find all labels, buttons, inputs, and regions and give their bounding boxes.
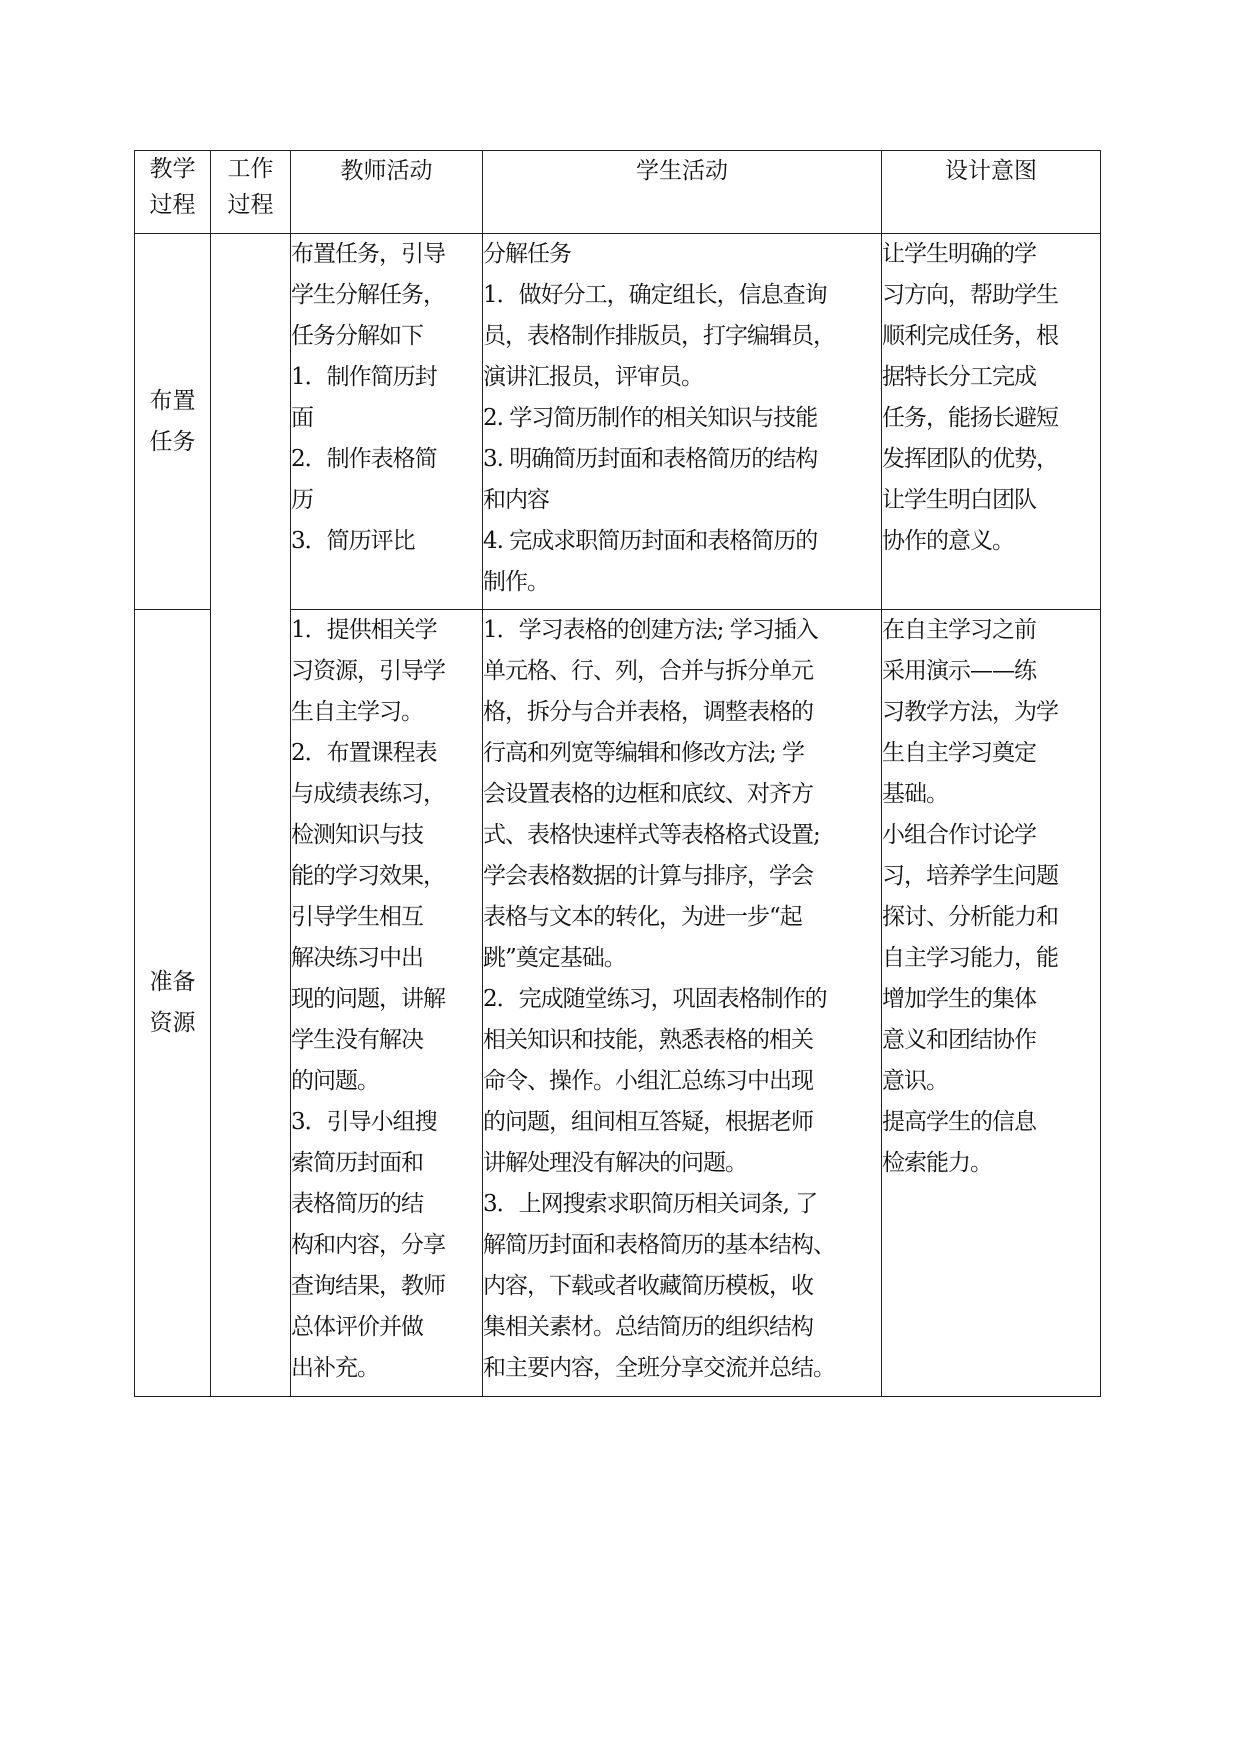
cell-text-line: 索简历封面和 bbox=[291, 1150, 423, 1176]
cell-text-line: 3. 明确简历封面和表格简历的结构 bbox=[483, 446, 818, 472]
cell-text-line: 行高和列宽等编辑和修改方法; 学 bbox=[483, 740, 805, 766]
work-process-cell bbox=[211, 234, 291, 1397]
cell-text-line: 相关知识和技能，熟悉表格的相关 bbox=[483, 1027, 813, 1053]
cell-text-line: 面 bbox=[291, 405, 313, 431]
cell-text-line: 分解任务 bbox=[483, 241, 571, 267]
cell-text-line: 意识。 bbox=[882, 1068, 948, 1094]
cell-text-line: 跳”奠定基础。 bbox=[483, 945, 626, 971]
cell-text-line: 2．布置课程表 bbox=[291, 740, 437, 766]
header-text: 过程 bbox=[227, 192, 274, 218]
cell-text-line: 让学生明确的学 bbox=[882, 241, 1036, 267]
header-student-activity: 学生活动 bbox=[483, 151, 882, 234]
cell-text-line: 员，表格制作排版员，打字编辑员， bbox=[483, 323, 835, 349]
cell-text-line: 构和内容，分享 bbox=[291, 1232, 445, 1258]
design-intent-cell bbox=[882, 234, 1101, 610]
cell-text-line: 引导学生相互 bbox=[291, 904, 423, 930]
process-cell bbox=[135, 610, 211, 1397]
cell-text-line: 1．做好分工，确定组长，信息查询 bbox=[483, 282, 827, 308]
header-row bbox=[135, 151, 1101, 234]
design-intent-cell bbox=[882, 610, 1101, 1397]
teacher-activity-cell bbox=[291, 610, 483, 1397]
cell-text-line: 习，培养学生问题 bbox=[882, 863, 1058, 889]
cell-text-line: 出补充。 bbox=[291, 1355, 379, 1381]
cell-text-line: 发挥团队的优势， bbox=[882, 446, 1058, 472]
cell-text-line: 4. 完成求职简历封面和表格简历的 bbox=[483, 528, 818, 554]
lesson-plan-table bbox=[134, 150, 1101, 1397]
process-text: 准备 bbox=[149, 969, 196, 995]
cell-text-line: 能的学习效果， bbox=[291, 863, 445, 889]
cell-text-line: 探讨、分析能力和 bbox=[882, 904, 1058, 930]
student-activity-cell bbox=[483, 234, 882, 610]
student-activity-cell bbox=[483, 610, 882, 1397]
cell-text-line: 协作的意义。 bbox=[882, 528, 1014, 554]
cell-text-line: 和主要内容，全班分享交流并总结。 bbox=[483, 1355, 835, 1381]
cell-text-line: 命令、操作。小组汇总练习中出现 bbox=[483, 1068, 813, 1094]
cell-text-line: 检测知识与技 bbox=[291, 822, 423, 848]
cell-text-line: 现的问题，讲解 bbox=[291, 986, 445, 1012]
cell-text-line: 生自主学习奠定 bbox=[882, 740, 1036, 766]
cell-text-line: 3．引导小组搜 bbox=[291, 1109, 437, 1135]
cell-text-line: 和内容 bbox=[483, 487, 549, 513]
cell-text-line: 解简历封面和表格简历的基本结构、 bbox=[483, 1232, 835, 1258]
cell-text-line: 生自主学习。 bbox=[291, 699, 423, 725]
cell-text-line: 据特长分工完成 bbox=[882, 364, 1036, 390]
cell-text-line: 总体评价并做 bbox=[291, 1314, 423, 1340]
header-text: 工作 bbox=[227, 156, 274, 182]
cell-text-line: 2．完成随堂练习，巩固表格制作的 bbox=[483, 986, 827, 1012]
cell-text-line: 制作。 bbox=[483, 569, 549, 595]
cell-text-line: 学生分解任务， bbox=[291, 282, 445, 308]
cell-text-line: 习资源，引导学 bbox=[291, 658, 445, 684]
header-teaching-process bbox=[135, 151, 211, 234]
header-text: 过程 bbox=[149, 192, 196, 218]
cell-text-line: 让学生明白团队 bbox=[882, 487, 1036, 513]
cell-text-line: 解决练习中出 bbox=[291, 945, 423, 971]
cell-text-line: 任务，能扬长避短 bbox=[882, 405, 1058, 431]
cell-text-line: 的问题。 bbox=[291, 1068, 379, 1094]
cell-text-line: 演讲汇报员，评审员。 bbox=[483, 364, 703, 390]
cell-text-line: 3．简历评比 bbox=[291, 528, 415, 554]
cell-text-line: 顺利完成任务，根 bbox=[882, 323, 1058, 349]
process-text: 布置 bbox=[149, 387, 196, 414]
cell-text-line: 表格与文本的转化，为进一步“起 bbox=[483, 904, 802, 930]
cell-text-line: 1．提供相关学 bbox=[291, 617, 437, 643]
cell-text-line: 检索能力。 bbox=[882, 1150, 992, 1176]
cell-text-line: 单元格、行、列，合并与拆分单元 bbox=[483, 658, 813, 684]
cell-text-line: 任务分解如下 bbox=[291, 323, 423, 349]
table-row bbox=[135, 234, 1101, 610]
cell-text-line: 习教学方法，为学 bbox=[882, 699, 1058, 725]
header-text: 教学 bbox=[149, 156, 196, 182]
teacher-activity-cell bbox=[291, 234, 483, 610]
cell-text-line: 1．制作简历封 bbox=[291, 364, 437, 390]
cell-text-line: 的问题，组间相互答疑，根据老师 bbox=[483, 1109, 813, 1135]
cell-text-line: 意义和团结协作 bbox=[882, 1027, 1036, 1053]
cell-text-line: 查询结果，教师 bbox=[291, 1273, 445, 1299]
cell-text-line: 小组合作讨论学 bbox=[882, 822, 1036, 848]
cell-text-line: 与成绩表练习， bbox=[291, 781, 445, 807]
process-text: 任务 bbox=[149, 428, 196, 455]
cell-text-line: 历 bbox=[291, 487, 313, 513]
cell-text-line: 会设置表格的边框和底纹、对齐方 bbox=[483, 781, 813, 807]
cell-text-line: 在自主学习之前 bbox=[882, 617, 1036, 643]
process-text: 资源 bbox=[149, 1010, 196, 1036]
cell-text-line: 学会表格数据的计算与排序，学会 bbox=[483, 863, 813, 889]
header-design-intent: 设计意图 bbox=[882, 151, 1101, 234]
process-cell bbox=[135, 234, 211, 610]
cell-text-line: 基础。 bbox=[882, 781, 948, 807]
cell-text-line: 集相关素材。总结简历的组织结构 bbox=[483, 1314, 813, 1340]
cell-text-line: 习方向，帮助学生 bbox=[882, 282, 1058, 308]
cell-text-line: 提高学生的信息 bbox=[882, 1109, 1036, 1135]
header-teacher-activity: 教师活动 bbox=[291, 151, 483, 234]
cell-text-line: 布置任务，引导 bbox=[291, 241, 445, 267]
cell-text-line: 内容，下载或者收藏简历模板，收 bbox=[483, 1273, 813, 1299]
cell-text-line: 3．上网搜索求职简历相关词条, 了 bbox=[483, 1191, 818, 1217]
cell-text-line: 自主学习能力，能 bbox=[882, 945, 1058, 971]
header-work-process bbox=[211, 151, 291, 234]
cell-text-line: 采用演示——练 bbox=[882, 658, 1036, 684]
cell-text-line: 讲解处理没有解决的问题。 bbox=[483, 1150, 747, 1176]
cell-text-line: 2．制作表格简 bbox=[291, 446, 437, 472]
cell-text-line: 表格简历的结 bbox=[291, 1191, 423, 1217]
cell-text-line: 增加学生的集体 bbox=[882, 986, 1036, 1012]
cell-text-line: 式、表格快速样式等表格格式设置; bbox=[483, 822, 820, 848]
cell-text-line: 2. 学习简历制作的相关知识与技能 bbox=[483, 405, 818, 431]
cell-text-line: 1．学习表格的创建方法; 学习插入 bbox=[483, 617, 818, 643]
cell-text-line: 格，拆分与合并表格，调整表格的 bbox=[483, 699, 813, 725]
cell-text-line: 学生没有解决 bbox=[291, 1027, 423, 1053]
